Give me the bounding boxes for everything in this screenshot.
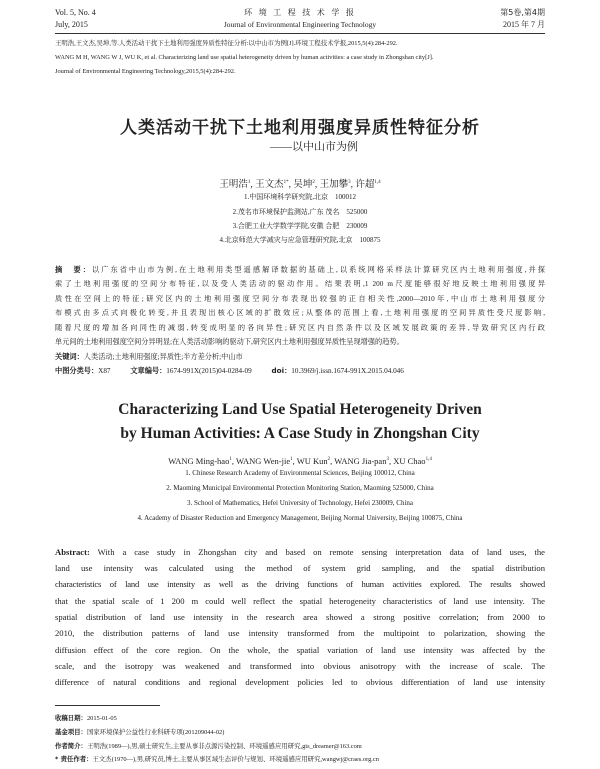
author-sup: 1 (290, 457, 293, 462)
affiliation-en-2: 2. Maoming Municipal Environmental Protection Monitoring Station, Maoming 525000, China (166, 484, 434, 492)
date-en: July, 2015 (55, 20, 88, 29)
footnote-label: 作者简介： (55, 742, 87, 750)
affiliation-en-3: 3. School of Mathematics, Hefei University of Technology, Hefei 230009, China (187, 499, 413, 507)
footnote-text: 2015-01-05 (86, 715, 117, 722)
clc-value: X87 (98, 367, 111, 375)
affiliation-zh-3: 3.合肥工业大学数学学院,安徽 合肥 230009 (232, 222, 368, 230)
footnote-text: 王文杰(1970—),男,研究员,博士,主要从事区域生态评价与规划、环境遥感应用研究,wangwj@craes.org.cn (92, 756, 379, 763)
journal-name-en: Journal of Environmental Engineering Technology (223, 20, 377, 29)
author-sup: 1* (283, 180, 289, 185)
volume-en: Vol. 5, No. 4 (55, 8, 96, 17)
affiliation-zh-2: 2.茂名市环境保护监测站,广东 茂名 525000 (232, 208, 368, 216)
article-no-value: 1674-991X(2015)04-0284-09 (166, 367, 252, 375)
author: 王明浩 (219, 180, 248, 191)
header-rule (55, 33, 545, 34)
abstract-en-line: scale, and the isotropy was weakened and transformed into obvious anisotropy with the increase of scale. The (55, 661, 545, 671)
footnote-text: 国家环境保护公益性行业科研专项(201209044-02) (86, 729, 225, 736)
subtitle-zh: ——以中山市为例 (270, 141, 358, 153)
citation-zh: 王明浩,王文杰,吴坤,等.人类活动干扰下土地利用强度异质性特征分析:以中山市为例[J].环境工程技术学报,2015,5(4):284-292. (55, 40, 398, 47)
abstract-zh-line (55, 265, 545, 275)
author: WANG Ming-hao (168, 455, 230, 466)
title-zh: 人类活动干扰下土地利用强度异质性特征分析 (120, 118, 480, 138)
author-sup: 2 (327, 457, 331, 462)
footnote-author-bio (55, 742, 362, 751)
abstract-zh-line: 索了土地利用强度的空间分布特征,以及受人类活动的驱动作用。结果表明,1 200 m尺度能够很好地反映土地利用强度异 (55, 280, 545, 288)
abstract-zh-line: 布模式由多点式向极化转变,并且表现出核心区域的扩散效应;从整体的范围上看,土地利用强度的空间异质性受尺度影响, (55, 309, 545, 317)
authors-en: WANG Ming-hao$^1$, WANG Wen-jie$^1$, WU Kun$^2$, WANG Jia-pan$^3$, XU Chao$^{1,4}$ (168, 455, 432, 466)
title-en-line1: Characterizing Land Use Spatial Heterogeneity Driven (118, 401, 482, 418)
author-sup: 3 (386, 457, 389, 462)
abstract-en-line (55, 547, 545, 558)
footnote-funding (55, 728, 224, 737)
abstract-en-line: spatial distribution of land use intensity in the research area showed a strong positive correlation; from 2000 to (55, 612, 545, 622)
author-sup: 1,4 (374, 180, 381, 185)
author: WANG Jia-pan (334, 455, 387, 466)
abstract-en-line: that the spatial scale of 1 200 m could well reflect the spatial heterogeneity characteristics of land use intensity. The (55, 596, 545, 606)
footnote-label: * 责任作者： (55, 755, 93, 763)
keywords-text: 人类活动;土地利用强度;异质性;半方差分析;中山市 (83, 353, 243, 361)
journal-name-zh: 环 境 工 程 技 术 学 报 (244, 8, 356, 17)
author: 王加攀 (319, 180, 349, 191)
abstract-en-line: difference of natural conditions and regional development policies led to obvious differentiation of land use intensity (55, 677, 545, 687)
author-sup: 3 (348, 180, 351, 185)
footnote-corresponding-author (55, 755, 379, 764)
author: 吴坤 (293, 180, 313, 191)
footnote-received (55, 714, 117, 723)
abstract-zh-label: 摘 要： (55, 265, 92, 274)
title-en-line2: by Human Activities: A Case Study in Zhongshan City (120, 425, 480, 442)
footnote-text: 王明浩(1989—),男,硕士研究生,主要从事非点源污染控制、环境遥感应用研究,gis_dreamer@163.com (86, 743, 362, 750)
article-no-label: 文章编号： (130, 366, 167, 375)
abstract-zh-text: 以广东省中山市为例,在土地利用类型遥感解译数据的基础上,以系统网格采样法计算研究区内土地利用强度,并探 (91, 266, 545, 274)
keywords-zh (55, 352, 243, 362)
author: WANG Wen-jie (235, 455, 291, 466)
author-sup: 1 (247, 180, 251, 185)
author-sup: 1,4 (425, 457, 432, 462)
date-zh: 2015 年 7 月 (503, 20, 545, 29)
author: WU Kun (296, 455, 328, 466)
abstract-zh-line: 随着尺度的增加各向同性的减弱,转变成明显的各向异性;研究区内自然条件以及区域发展政策的差异,导致研究区内行政 (55, 324, 545, 332)
volume-zh: 第5卷,第4期 (500, 8, 545, 17)
author: 许超 (355, 180, 375, 191)
footnote-label: 基金项目： (55, 728, 87, 736)
abstract-en-line: 2010, the distribution patterns of land use intensity transformed from the multipoint to polarization, showing the (55, 628, 545, 638)
affiliation-en-1: 1. Chinese Research Academy of Environmental Sciences, Beijing 100012, China (185, 469, 415, 477)
citation-en-line2: Journal of Environmental Engineering Technology,2015,5(4):284-292. (55, 68, 236, 75)
clc-label: 中图分类号： (55, 366, 99, 375)
footnote-label: 收稿日期： (55, 714, 87, 722)
abstract-en-line: characteristics of land use intensity as well as the driving functions of human activities explored. The results showed (55, 579, 545, 589)
abstract-en-line: diffusion effect of the core region. On the whole, the spatial variation of land use intensity was affected by the (55, 645, 545, 655)
doi-value: 10.3969/j.issn.1674-991X.2015.04.046 (291, 367, 404, 375)
author-sup: 2 (312, 180, 315, 185)
footnote-rule (55, 705, 160, 706)
author-sup: 1 (229, 457, 232, 462)
abstract-zh-line: 单元间的土地利用强度空间分异明显;在人类活动影响的驱动下,研究区内土地利用强度异质性呈现增强的趋势。 (55, 338, 404, 346)
abstract-en-label: Abstract: (55, 547, 90, 557)
abstract-zh-line: 质性在空间上的特征;研究区内的土地利用强度空间分布表现出较强的正自相关性,2000—2010年,中山市土地利用强度分 (55, 295, 545, 303)
abstract-en-line: land use intensity was calculated using the method of system grid sampling, and the spatial distribution (55, 563, 545, 573)
affiliation-zh-4: 4.北京师范大学减灾与应急管理研究院,北京 100875 (219, 236, 381, 244)
affiliation-en-4: 4. Academy of Disaster Reduction and Emergency Management, Beijing Normal University, Beijing 100875, China (137, 514, 463, 522)
keywords-label: 关键词： (55, 352, 84, 361)
citation-en-line1: WANG M H, WANG W J, WU K, et al. Characterizing land use spatial heterogeneity driven by human activities: a case study in Zhongshan city[J]. (55, 54, 434, 61)
authors-zh: 王明浩$^1$, 王文杰$^{1*}$, 吴坤$^2$, 王加攀$^3$, 许超$^{1,4}$ (219, 180, 381, 191)
author: 王文杰 (255, 180, 284, 191)
affiliation-zh-1: 1.中国环境科学研究院,北京 100012 (244, 193, 356, 201)
classification-line (55, 366, 404, 376)
doi-label: doi： (271, 366, 292, 375)
author: XU Chao (393, 455, 426, 466)
abstract-en-text: With a case study in Zhongshan city and based on remote sensing interpretation data of land uses, the (97, 547, 545, 557)
